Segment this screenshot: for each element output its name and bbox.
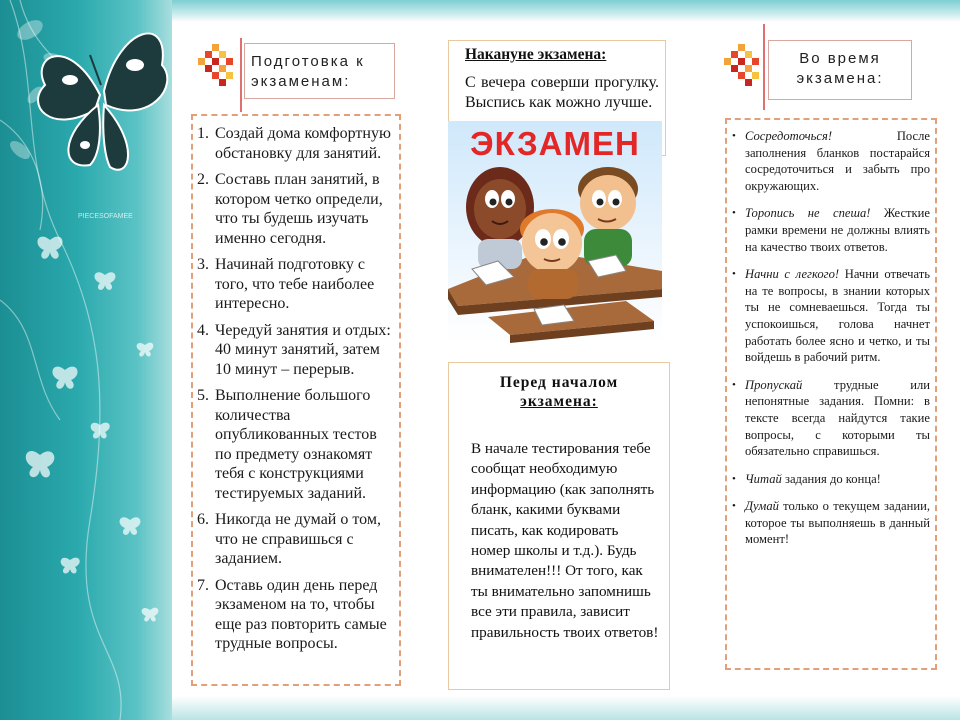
list-item xyxy=(731,205,930,255)
during-exam-list-box xyxy=(725,118,937,670)
section-header-during-exam xyxy=(768,40,912,100)
preparation-list xyxy=(197,124,391,654)
bullet-icon: • xyxy=(732,378,736,391)
list-item xyxy=(197,386,391,503)
butterfly-pattern-icon xyxy=(0,0,172,720)
list-item xyxy=(731,128,930,194)
pixel-mosaic-icon xyxy=(724,44,766,86)
item-text: Никогда не думай о том, что не справишься с заданием. xyxy=(215,511,381,567)
list-item xyxy=(731,377,930,460)
eve-of-exam-title: Накануне экзамена: xyxy=(465,46,607,63)
top-decorative-band xyxy=(172,0,960,22)
item-number: 7. xyxy=(197,576,209,594)
during-exam-list xyxy=(731,128,930,548)
list-item xyxy=(197,255,391,314)
list-item xyxy=(731,266,930,366)
bullet-icon: • xyxy=(732,130,736,142)
item-text: задания до конца! xyxy=(781,471,881,486)
before-exam-box xyxy=(448,362,670,690)
item-text: Начинай подготовку с того, что тебе наиболее интересно. xyxy=(215,256,375,312)
list-item xyxy=(197,321,391,380)
item-text: только о текущем задании, которое ты выполняешь в данный момент! xyxy=(745,499,930,547)
list-item xyxy=(197,510,391,569)
before-exam-text: В начале тестирования тебе сообщат необходимую информацию (как заполнять бланк, какими буквами писать, как кодировать номер школы и т.д.). Будь внимателен!!! От того, как ты внимательно запомнишь все эти правила, зависит правильность твоих ответов! xyxy=(471,440,659,641)
header-divider-line xyxy=(763,24,765,110)
item-emphasis: Думай xyxy=(745,499,779,514)
section-header-preparation xyxy=(244,43,395,99)
item-text: трудные или непонятные задания. Помни: в тексте всегда найдутся такие вопросы, с которыми ты обязательно справишься. xyxy=(745,377,930,459)
item-emphasis: Читай xyxy=(745,471,782,486)
item-number: 3. xyxy=(197,256,209,273)
item-text: Жесткие рамки времени не должны влиять на качество твоих ответов. xyxy=(745,206,930,254)
list-item xyxy=(731,498,930,548)
list-item xyxy=(197,124,391,163)
header-line: экзамена: xyxy=(796,70,884,87)
item-text: Оставь один день перед экзаменом на то, чтобы еще раз повторить самые трудные вопросы. xyxy=(215,576,387,652)
before-exam-title-line: экзамена: xyxy=(520,393,598,410)
item-text: Выполнение большого количества опубликованных тестов по предмету ознакомят тебя с конструкциями тестируемых заданий. xyxy=(215,387,377,502)
bullet-icon: • xyxy=(732,500,736,513)
exam-illustration-title: ЭКЗАМЕН xyxy=(470,125,640,162)
pixel-mosaic-icon xyxy=(198,44,240,86)
list-item xyxy=(731,471,930,488)
header-line: экзаменам: xyxy=(251,73,351,90)
item-text: Составь план занятий, в котором четко определи, что ты будешь изучать именно сегодня. xyxy=(215,171,383,247)
item-text: После заполнения бланков постарайся сосредоточиться и забыть про окружающих. xyxy=(745,129,930,193)
bullet-icon: • xyxy=(732,472,736,485)
item-number: 1. xyxy=(197,125,209,142)
list-item xyxy=(197,576,391,654)
item-text: Создай дома комфортную обстановку для занятий. xyxy=(215,125,391,162)
preparation-list-box xyxy=(191,114,401,686)
item-number: 6. xyxy=(197,511,209,528)
eve-of-exam-text: С вечера соверши прогулку. Выспись как можно лучше. xyxy=(465,74,659,111)
watermark-text: PIECESOFAMEE xyxy=(78,213,133,220)
list-item xyxy=(197,170,391,248)
before-exam-title-line: Перед началом xyxy=(499,374,619,391)
bottom-decorative-band xyxy=(172,696,960,720)
decorative-side-strip xyxy=(0,0,172,720)
item-emphasis: Начни с легкого! xyxy=(745,267,840,282)
item-emphasis: Пропускай xyxy=(745,377,803,392)
before-exam-title xyxy=(449,373,669,411)
header-divider-line xyxy=(240,38,242,112)
item-emphasis: Сосредоточься! xyxy=(745,129,833,143)
header-line: Подготовка к xyxy=(251,53,365,70)
students-icon xyxy=(448,121,662,343)
exam-illustration xyxy=(448,121,662,343)
item-number: 2. xyxy=(197,171,209,188)
item-text: Начни отвечать на те вопросы, в знании которых ты не сомневаешься. Тогда ты успокоишься, голова начнет работать более ясно и четко, и ты войдешь в рабочий ритм. xyxy=(745,267,930,365)
bullet-icon: • xyxy=(732,268,736,281)
item-number: 4. xyxy=(197,321,209,339)
item-emphasis: Торопись не спеша! xyxy=(745,206,871,221)
bullet-icon: • xyxy=(732,207,736,220)
item-text: Чередуй занятия и отдых: 40 минут занятий, затем 10 минут – перерыв. xyxy=(215,321,391,378)
item-number: 5. xyxy=(197,387,209,404)
header-line: Во время xyxy=(799,50,881,67)
